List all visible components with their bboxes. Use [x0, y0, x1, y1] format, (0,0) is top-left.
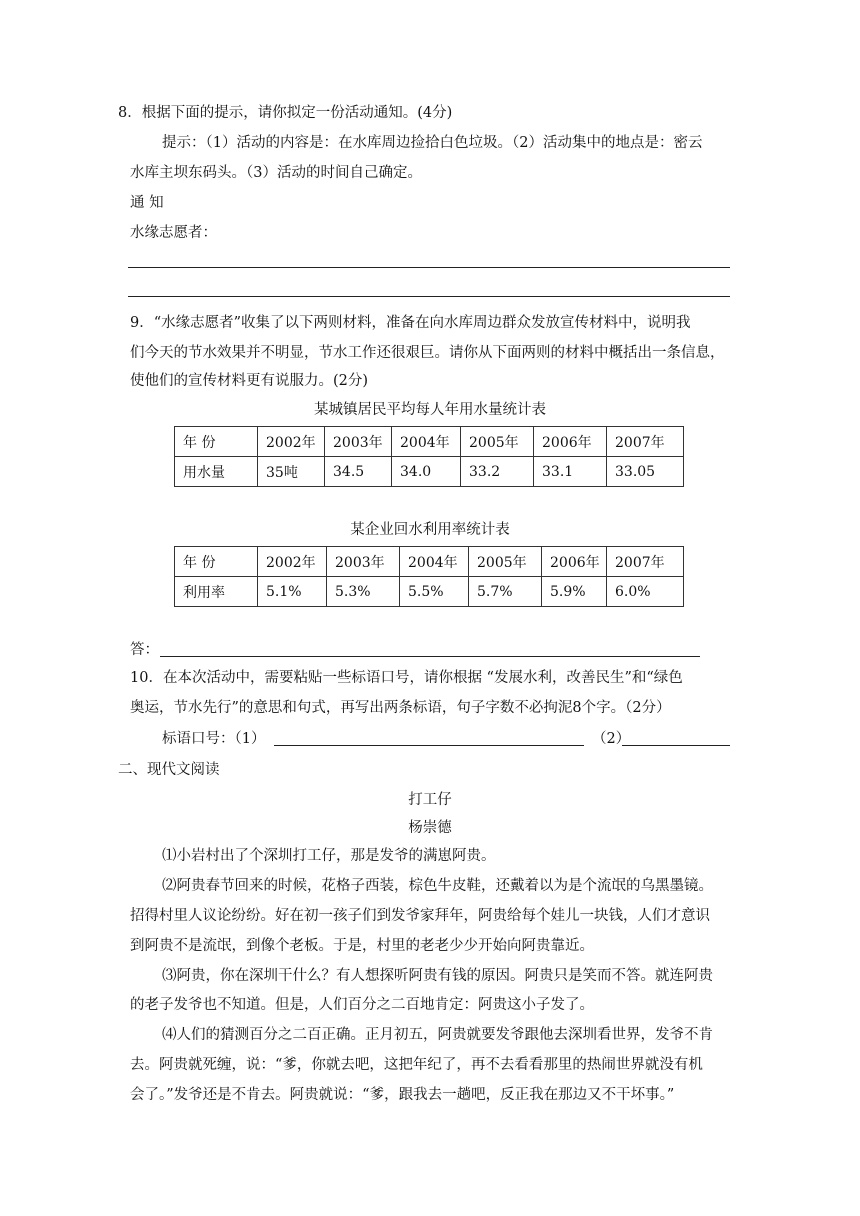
- table-header-cell: 2005年: [469, 547, 542, 577]
- paragraph-4-line-3: 会了。”发爷还是不肯去。阿贵就说：“爹，跟我去一趟吧，反正我在那边又不干坏事。”: [130, 1087, 675, 1103]
- section-heading: 二、现代文阅读: [118, 762, 220, 778]
- slogan-answer-line-2[interactable]: [622, 745, 730, 746]
- slogan-answer-line-1[interactable]: [274, 745, 584, 746]
- table-header-cell: 2004年: [392, 427, 461, 457]
- q9-line3: 使他们的宣传材料更有说服力。(2分): [130, 373, 369, 389]
- q10-line1: 10．在本次活动中，需要粘贴一些标语口号，请你根据 “发展水利，改善民生”和“绿色: [130, 670, 683, 686]
- q9-answer-line[interactable]: [160, 656, 700, 657]
- paragraph-1: ⑴小岩村出了个深圳打工仔，那是发爷的满崽阿贵。: [162, 848, 496, 864]
- q9-answer-label: 答：: [130, 642, 159, 658]
- table-cell: 33.1: [534, 457, 607, 487]
- q9-line1: 9．“水缘志愿者”收集了以下两则材料，准备在向水库周边群众发放宣传材料中，说明我: [130, 315, 691, 331]
- table-cell: 34.5: [325, 457, 392, 487]
- table-cell: 5.3%: [327, 577, 400, 607]
- table-row: [175, 457, 684, 487]
- table-header-cell: 2002年: [258, 427, 325, 457]
- paragraph-4-line-1: ⑷人们的猜测百分之二百正确。正月初五，阿贵就要发爷跟他去深圳看世界，发爷不肯: [162, 1027, 713, 1043]
- paragraph-4-line-2: 去。阿贵就死缠，说：“爹，你就去吧，这把年纪了，再不去看看那里的热闹世界就没有机: [130, 1057, 703, 1073]
- notice-title: 通 知: [130, 195, 164, 211]
- table-cell: 5.1%: [258, 577, 327, 607]
- table-cell: 6.0%: [607, 577, 684, 607]
- water-reuse-table: [174, 546, 684, 607]
- paragraph-3-line-2: 的老子发爷也不知道。但是，人们百分之二百地肯定：阿贵这小子发了。: [130, 997, 594, 1013]
- table-row: [175, 547, 684, 577]
- table-cell: 5.7%: [469, 577, 542, 607]
- paragraph-3-line-1: ⑶阿贵，你在深圳干什么？有人想探听阿贵有钱的原因。阿贵只是笑而不答。就连阿贵: [162, 968, 713, 984]
- table-cell: 33.2: [461, 457, 534, 487]
- q8-hint-line1: 提示：（1）活动的内容是：在水库周边捡拾白色垃圾。（2）活动集中的地点是：密云: [162, 135, 703, 151]
- story-title: 打工仔: [408, 792, 452, 808]
- notice-addressee: 水缘志愿者：: [130, 225, 217, 241]
- table-cell: 5.5%: [400, 577, 469, 607]
- q9-line2: 们今天的节水效果并不明显，节水工作还很艰巨。请你从下面两则的材料中概括出一条信息，: [130, 345, 725, 361]
- notice-write-line-1[interactable]: [128, 267, 730, 268]
- notice-write-line-2[interactable]: [128, 296, 730, 297]
- table-header-cell: 2007年: [607, 427, 684, 457]
- table-header-cell: 2003年: [325, 427, 392, 457]
- q8-hint-line2: 水库主坝东码头。（3）活动的时间自己确定。: [130, 165, 422, 181]
- table-row: [175, 427, 684, 457]
- table-cell: 34.0: [392, 457, 461, 487]
- table-cell: 用水量: [175, 457, 258, 487]
- paragraph-2-line-1: ⑵阿贵春节回来的时候，花格子西装，棕色牛皮鞋，还戴着以为是个流氓的乌黑墨镜。: [162, 878, 713, 894]
- table-header-cell: 2005年: [461, 427, 534, 457]
- table-header-cell: 年 份: [175, 547, 258, 577]
- table-header-cell: 2007年: [607, 547, 684, 577]
- table1-caption: 某城镇居民平均每人年用水量统计表: [314, 402, 546, 418]
- table-row: [175, 577, 684, 607]
- table-header-cell: 2003年: [327, 547, 400, 577]
- table-cell: 33.05: [607, 457, 684, 487]
- table-cell: 35吨: [258, 457, 325, 487]
- table-header-cell: 2006年: [542, 547, 607, 577]
- slogan-label-2: （2）: [592, 731, 631, 747]
- q8-title: 8．根据下面的提示，请你拟定一份活动通知。(4分): [118, 105, 453, 121]
- table-cell: 5.9%: [542, 577, 607, 607]
- paragraph-2-line-2: 招得村里人议论纷纷。好在初一孩子们到发爷家拜年，阿贵给每个娃儿一块钱，人们才意识: [130, 908, 710, 924]
- slogan-label-1: 标语口号：（1）: [162, 731, 266, 747]
- table-header-cell: 2006年: [534, 427, 607, 457]
- table-header-cell: 2002年: [258, 547, 327, 577]
- q10-line2: 奥运，节水先行”的意思和句式，再写出两条标语，句子字数不必拘泥8个字。（2分）: [130, 700, 671, 716]
- table2-caption: 某企业回水利用率统计表: [350, 522, 510, 538]
- paragraph-2-line-3: 到阿贵不是流氓，到像个老板。于是，村里的老老少少开始向阿贵靠近。: [130, 938, 594, 954]
- table-header-cell: 2004年: [400, 547, 469, 577]
- table-header-cell: 年 份: [175, 427, 258, 457]
- table-cell: 利用率: [175, 577, 258, 607]
- water-usage-table: [174, 426, 684, 487]
- story-author: 杨崇德: [408, 820, 452, 836]
